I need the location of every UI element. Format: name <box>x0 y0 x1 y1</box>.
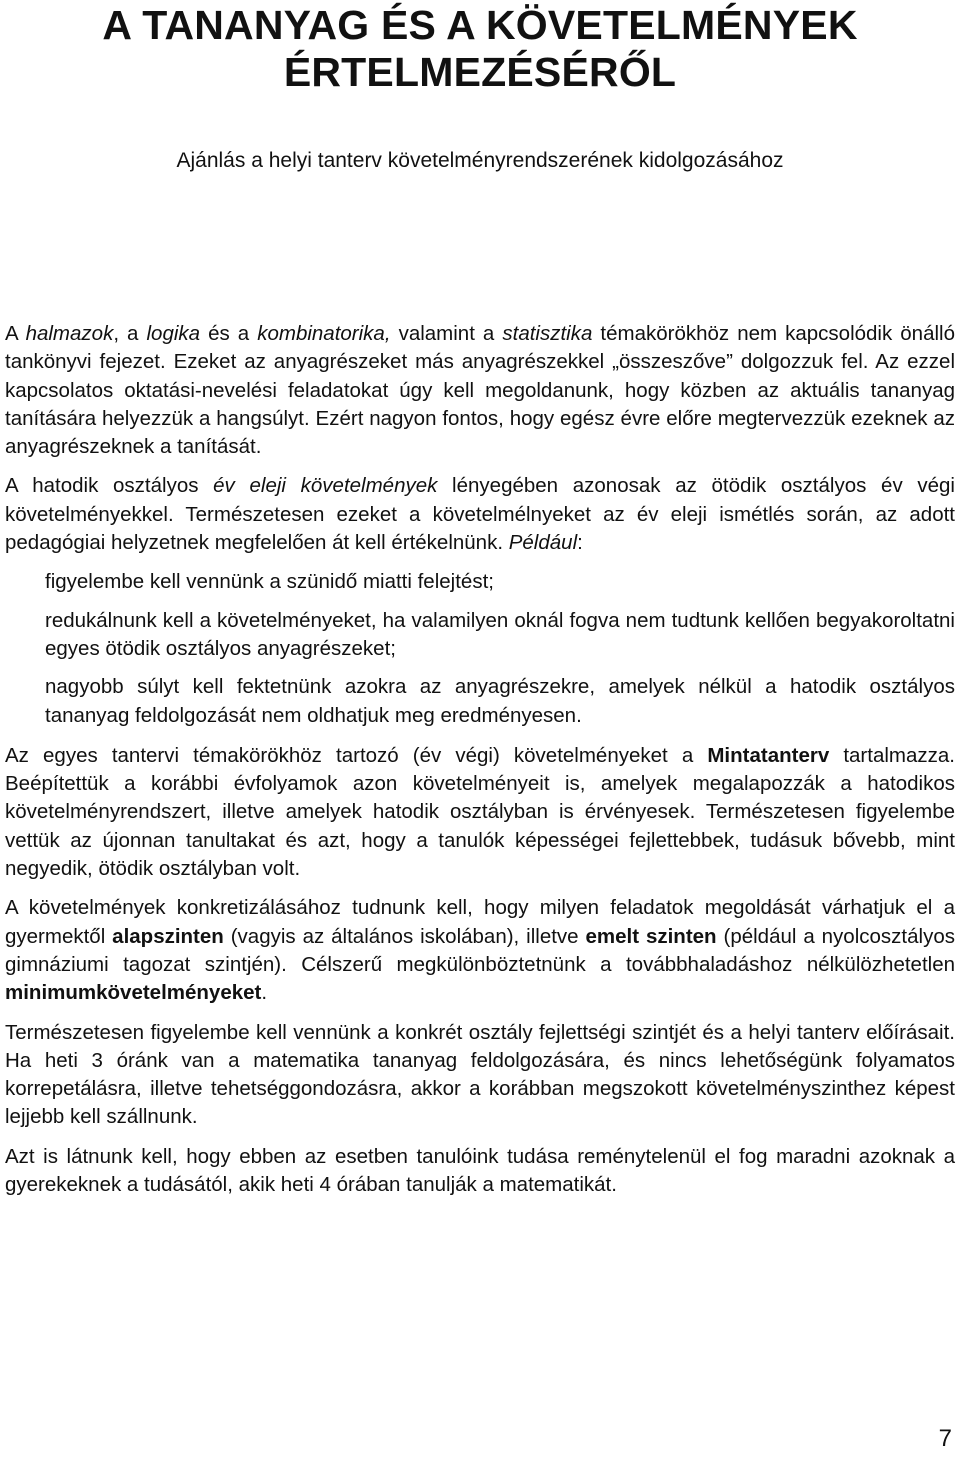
text-run: A <box>5 322 26 345</box>
emphasis-ev-eleji: év eleji követelmények <box>213 474 438 498</box>
list-item: figyelembe kell vennünk a szünidő miatti felejtést; <box>45 570 494 594</box>
paragraph-start-of-year <box>5 472 955 557</box>
paragraph-local-curriculum: Természetesen figyelembe kell vennünk a konkrét osztály fejlettségi szintjét és a helyi tanterv előírásait. Ha heti 3 óránk van a matematika tananyag feldolgozására, és nincs lehetőségünk folyamatos korrepetálásra, illetve tehetséggondozásra, akkor a korábban megszokott követelményszinthez képest lejjebb kell szállnunk. <box>5 1020 955 1129</box>
paragraph-conclusion: Azt is látnunk kell, hogy ebben az esetben tanulóink tudása reménytelenül el fog maradni azoknak a gyerekeknek a tudásától, akik heti 4 órában tanulják a matematikát. <box>5 1144 955 1197</box>
paragraph-levels <box>5 894 955 1007</box>
page-title-line-2: ÉRTELMEZÉSÉRŐL <box>283 49 677 95</box>
emphasis-halmazok: halmazok <box>25 322 114 345</box>
paragraph-curriculum <box>5 742 955 883</box>
bold-emelt-szinten: emelt szinten <box>585 924 717 948</box>
text-run: . <box>261 981 268 1005</box>
emphasis-statisztika: statisztika <box>502 322 593 345</box>
text-run: témakörökhöz nem kapcsolódik önálló tankönyvi fejezet. Ezeket az anyagrészeket más anyagrészekkel „összeszőve” dolgozzuk fel. Az ezzel kapcsolatos oktatási-nevelési feladatokat úgy kell megoldanunk, hogy közben az aktuális tananyag tanítására helyezzük a hangsúlyt. Ezért nagyon fontos, hogy egész évre előre megtervezzük ezeknek az anyagrészeknek a tanítását. <box>5 322 955 459</box>
list-item: redukálnunk kell a követelményeket, ha valamilyen oknál fogva nem tudtunk kellően begyakoroltatni egyes ötödik osztályos anyagrészeket; <box>45 608 955 660</box>
text-run: valamint a <box>390 322 503 345</box>
bold-minimumkovetelmenyek: minimumkövetelményeket <box>5 981 262 1005</box>
text-run: tartalmazza. Beépítettük a korábbi évfolyamok azon követelményeit is, amelyek megalapozzák a hatodikos követelményrendszert, illetve amelyek hatodik osztályban is érvényesek. Természetesen figyelembe vettük az újonnan tanultakat és azt, hogy a tanulók képességei fejlettebbek, tudásuk bővebb, mint negyedik, ötödik osztályban volt. <box>5 743 955 881</box>
subtitle: Ajánlás a helyi tanterv követelményrendszerének kidolgozásához <box>176 149 784 172</box>
text-run: , a <box>113 322 147 345</box>
text-run: A hatodik osztályos <box>5 474 214 498</box>
bold-mintatanterv: Mintatanterv <box>707 743 830 767</box>
body-text <box>5 320 955 1210</box>
emphasis-logika: logika <box>146 322 201 345</box>
text-run: (például a nyolcosztályos gimnáziumi tagozat szintjén). Célszerű megkülönböztetnünk a továbbhaladáshoz nélkülözhetetlen <box>5 924 955 976</box>
page-title-line-1: A TANANYAG ÉS A KÖVETELMÉNYEK <box>102 2 858 48</box>
text-run: és a <box>200 322 258 345</box>
text-run: A követelmények konkretizálásához tudnunk kell, hogy milyen feladatok megoldását várhatjuk el a gyermektől <box>5 896 955 948</box>
emphasis-peldaul: Például <box>508 531 578 555</box>
text-run: : <box>577 531 583 555</box>
paragraph-topics <box>5 320 955 461</box>
text-run: lényegében azonosak az ötödik osztályos év végi követelményekkel. Természetesen ezeket a követelmélnyeket az év eleji ismétlés során, az adott pedagógiai helyzetnek megfelelően át kell értékelnünk. <box>5 474 955 555</box>
text-run: (vagyis az általános iskolában), illetve <box>223 924 586 948</box>
list-item: nagyobb súlyt kell fektetnünk azokra az anyagrészekre, amelyek nélkül a hatodik osztályos tananyag feldolgozását nem oldhatjuk meg eredményesen. <box>45 675 955 727</box>
emphasis-kombinatorika: kombinatorika, <box>257 322 391 345</box>
page-title <box>0 2 960 96</box>
example-list <box>5 568 955 729</box>
page-number: 7 <box>938 1425 952 1452</box>
text-run: Az egyes tantervi témakörökhöz tartozó (év végi) követelményeket a <box>5 743 708 767</box>
bold-alapszinten: alapszinten <box>112 924 224 948</box>
